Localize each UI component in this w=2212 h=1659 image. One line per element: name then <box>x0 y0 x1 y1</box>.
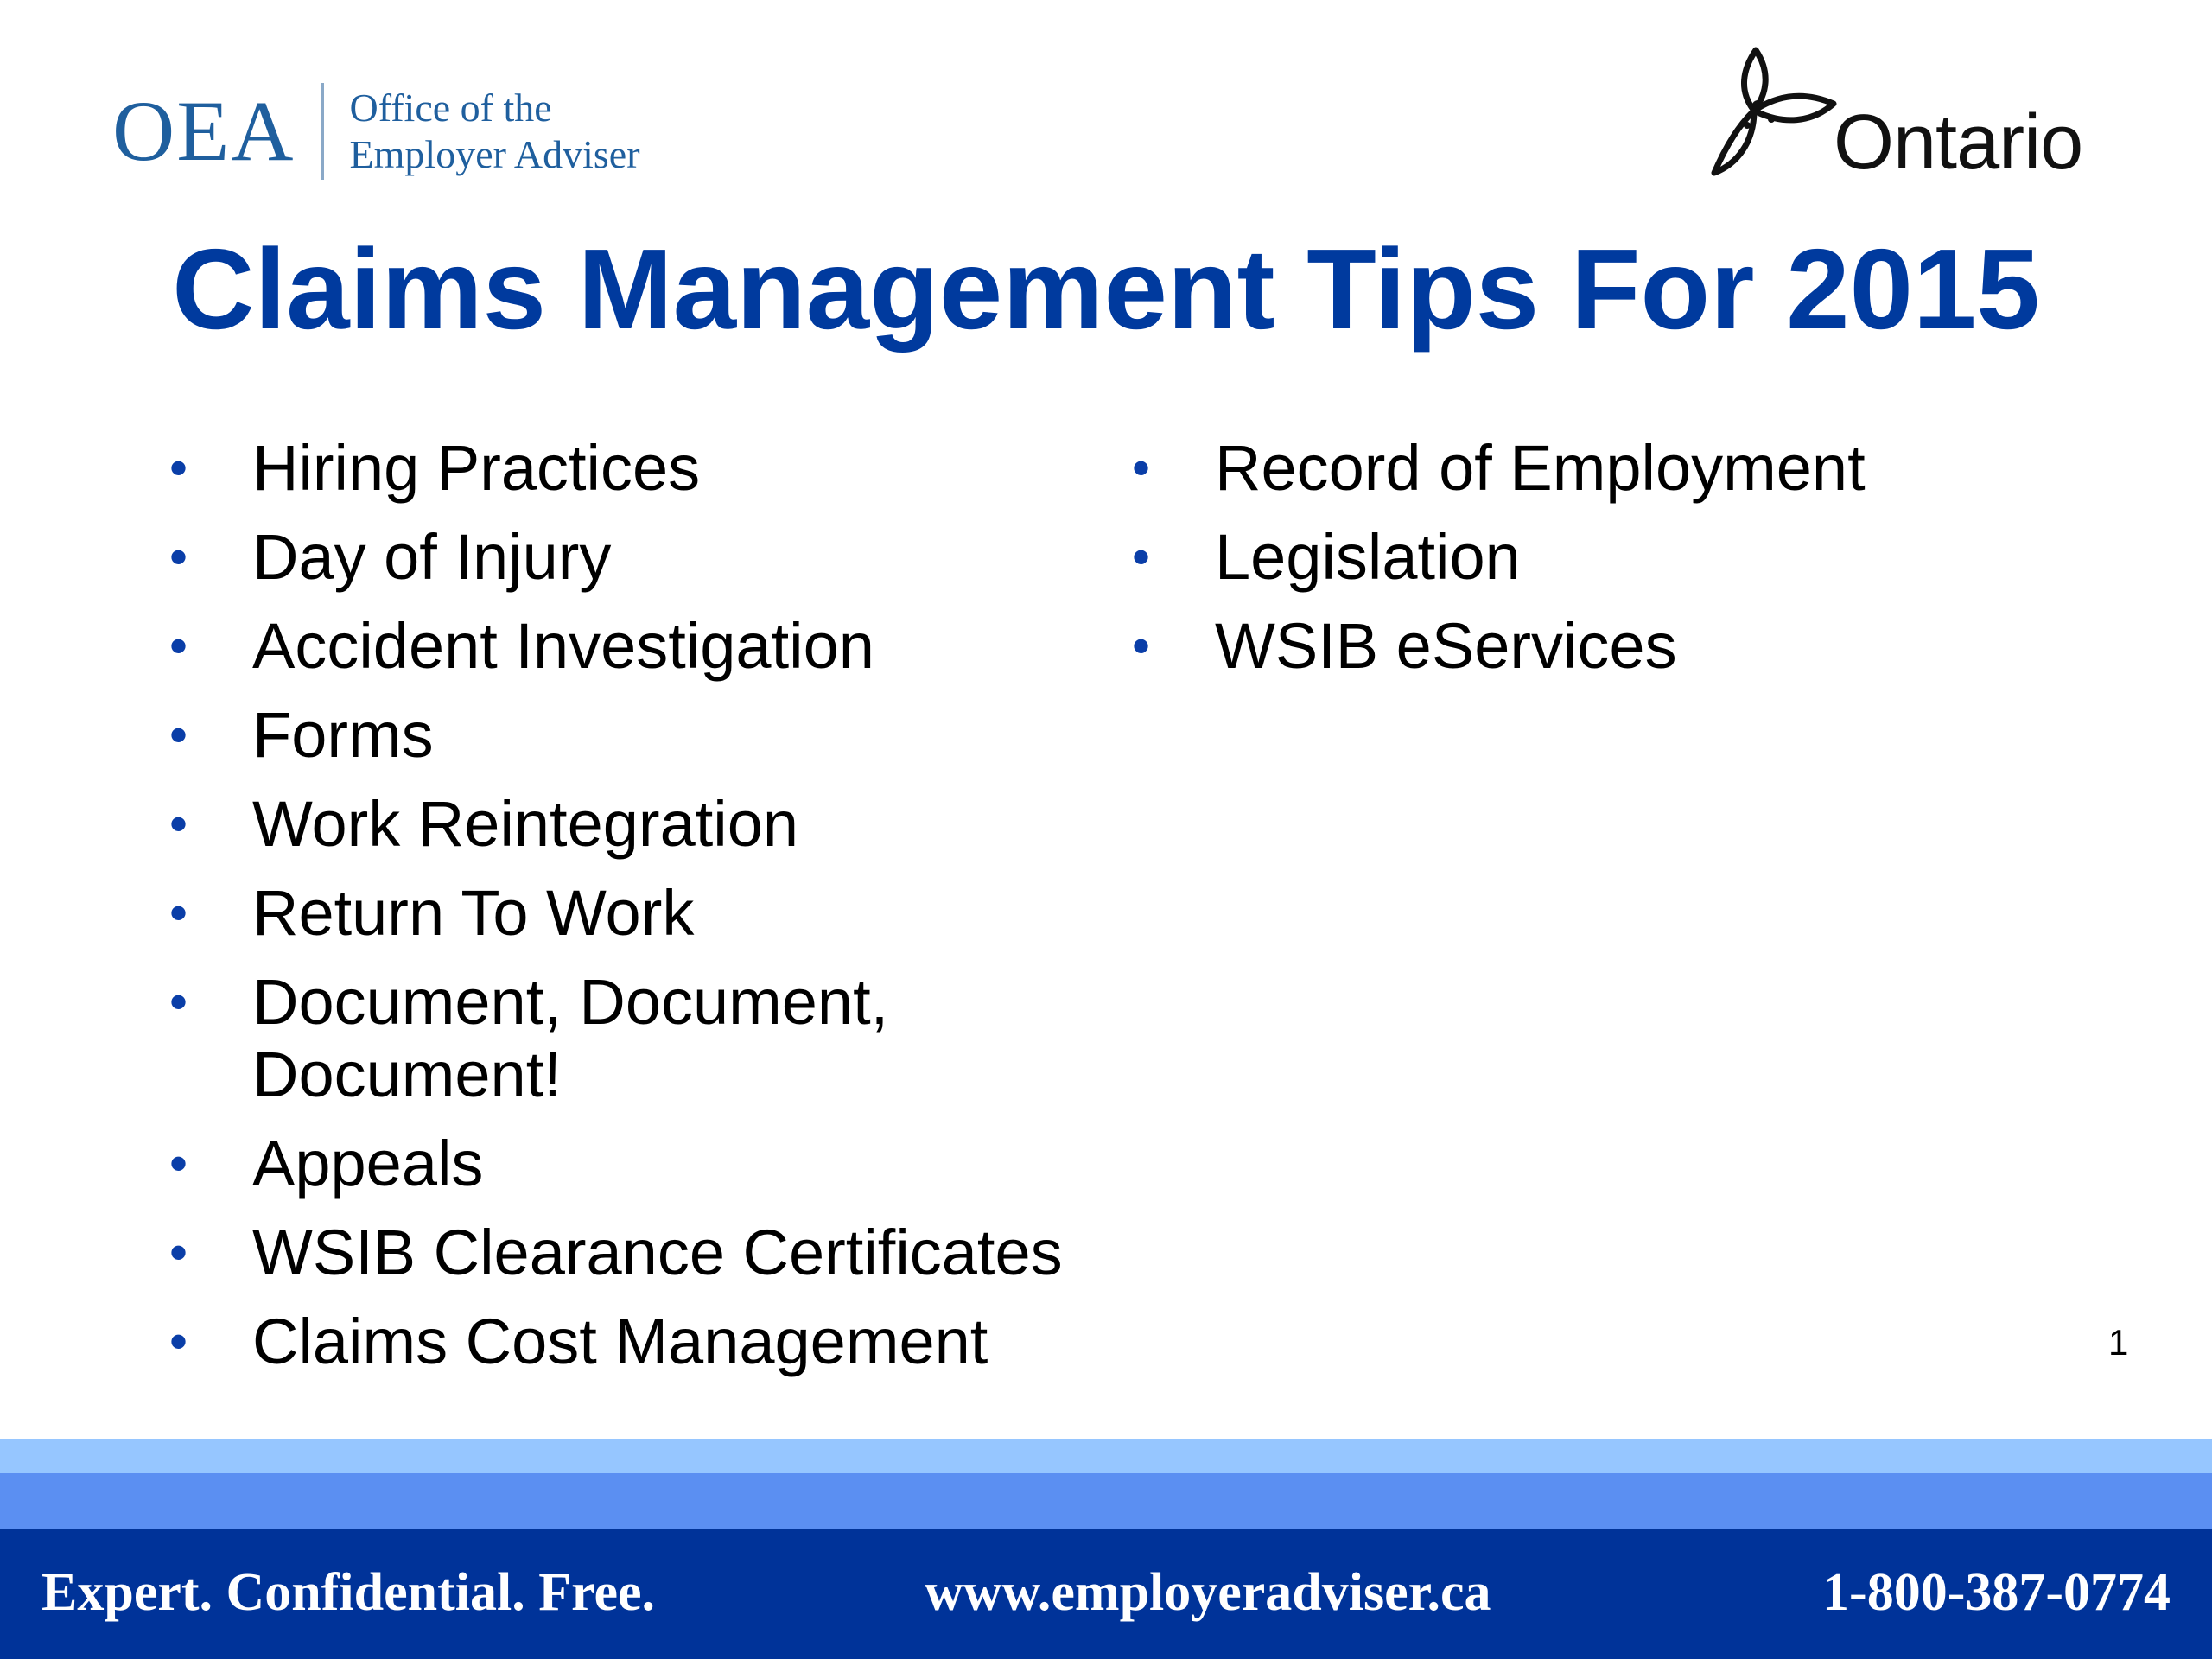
list-item-text: Document, Document, Document! <box>252 966 889 1110</box>
trillium-icon <box>1704 43 1851 181</box>
bullet-icon: • <box>169 617 188 675</box>
list-item <box>169 1306 1137 1378</box>
list-item <box>1132 521 2082 594</box>
list-item <box>169 877 1137 950</box>
list-item-text: Record of Employment <box>1215 432 1866 504</box>
bullet-icon: • <box>169 1135 188 1192</box>
bullet-icon: • <box>169 884 188 942</box>
list-item <box>1132 432 2082 505</box>
footer-band-light <box>0 1439 2212 1473</box>
oea-name-line2: Employer Adviser <box>349 132 640 176</box>
slide-title: Claims Management Tips For 2015 <box>172 226 2040 353</box>
list-item <box>169 432 1137 505</box>
list-item-text: Day of Injury <box>252 521 612 593</box>
list-item <box>169 610 1137 683</box>
list-item-text: Accident Investigation <box>252 610 874 682</box>
list-item-text: Hiring Practices <box>252 432 701 504</box>
list-item-text: Claims Cost Management <box>252 1306 988 1377</box>
footer-band-mid <box>0 1473 2212 1529</box>
list-item <box>169 521 1137 594</box>
list-item <box>169 966 1137 1111</box>
bullet-icon: • <box>1132 617 1151 675</box>
list-item <box>169 1128 1137 1200</box>
bullet-icon: • <box>169 706 188 764</box>
footer-phone: 1-800-387-0774 <box>1822 1563 2171 1622</box>
oea-logo <box>112 79 640 183</box>
bullet-icon: • <box>169 439 188 497</box>
bullet-icon: • <box>169 973 188 1031</box>
bullet-icon: • <box>169 1313 188 1370</box>
oea-name <box>350 85 640 178</box>
list-item-text: WSIB Clearance Certificates <box>252 1217 1063 1288</box>
list-item <box>169 1217 1137 1289</box>
footer-website: www.employeradviser.ca <box>925 1563 1491 1622</box>
ontario-logo <box>1704 43 2119 186</box>
list-item-text: Forms <box>252 699 434 771</box>
bullet-icon: • <box>169 795 188 853</box>
list-item-text: Return To Work <box>252 877 695 949</box>
bullet-icon: • <box>1132 528 1151 586</box>
list-item <box>169 788 1137 861</box>
oea-name-line1: Office of the <box>349 86 552 130</box>
bullet-icon: • <box>169 528 188 586</box>
list-item <box>169 699 1137 772</box>
ontario-wordmark: Ontario <box>1834 99 2083 186</box>
oea-mark: OEA <box>112 83 296 179</box>
bullet-icon: • <box>169 1224 188 1281</box>
bullet-icon: • <box>1132 439 1151 497</box>
bullet-list-left <box>169 432 1137 1395</box>
list-item-text: WSIB eServices <box>1215 610 1677 682</box>
list-item-text: Legislation <box>1215 521 1521 593</box>
footer-tagline: Expert. Confidential. Free. <box>41 1563 656 1622</box>
page-number: 1 <box>2108 1322 2129 1363</box>
list-item <box>1132 610 2082 683</box>
bullet-list-right <box>1132 432 2082 699</box>
list-item-text: Work Reintegration <box>252 788 799 860</box>
oea-divider <box>321 83 324 180</box>
list-item-text: Appeals <box>252 1128 484 1199</box>
